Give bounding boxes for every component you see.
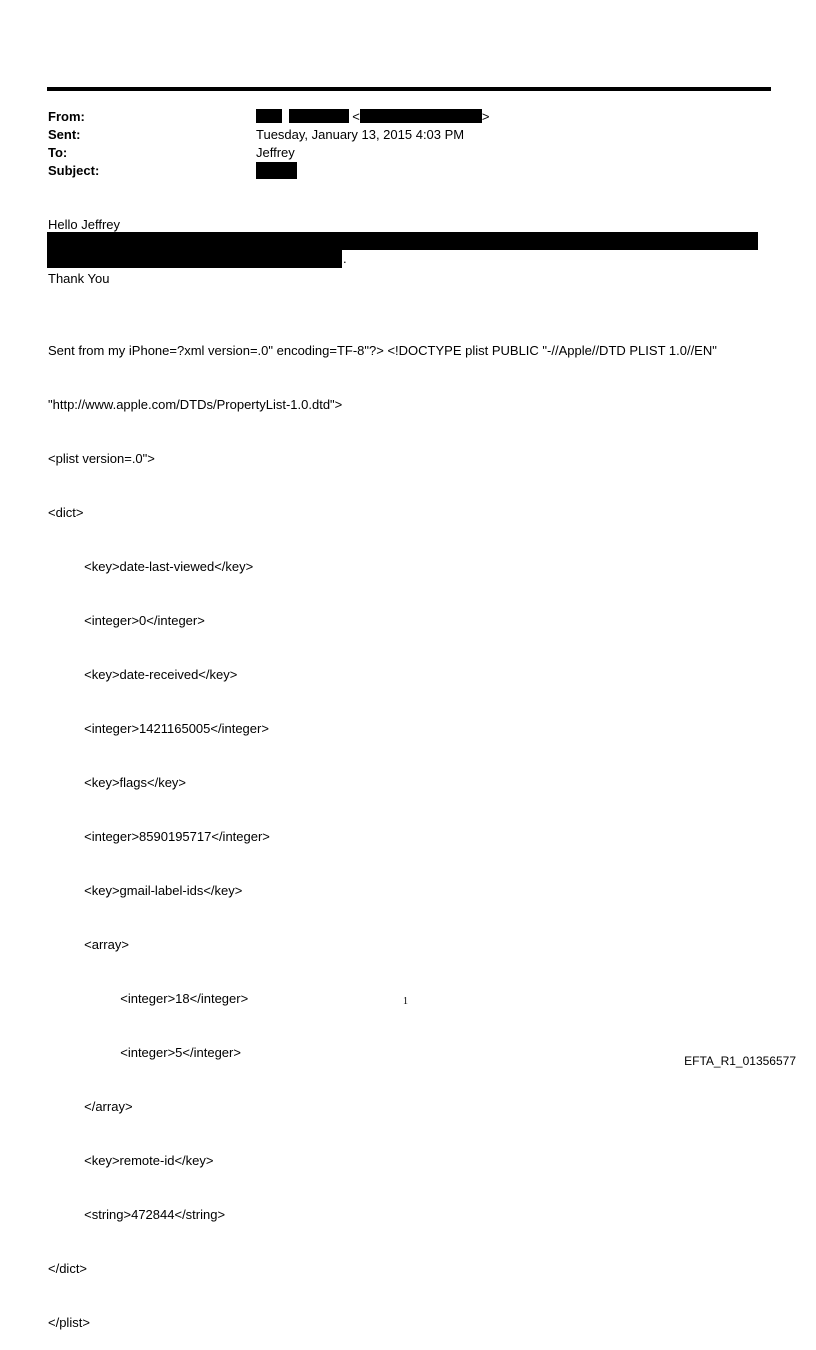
- sent-label: Sent:: [48, 127, 81, 142]
- signature-line: <integer>5</integer>: [48, 1045, 241, 1060]
- signature-line: <integer>0</integer>: [48, 613, 205, 628]
- subject-value: [256, 162, 297, 182]
- signature-line: <dict>: [48, 505, 84, 520]
- signature-line: <plist version=.0">: [48, 451, 155, 466]
- signature-line: "http://www.apple.com/DTDs/PropertyList-1.0.dtd">: [48, 397, 343, 412]
- signature-line: <string>472844</string>: [48, 1207, 226, 1222]
- signature-line: </plist>: [48, 1315, 90, 1330]
- signature-block: [48, 306, 717, 1350]
- from-value: [256, 108, 489, 126]
- redaction-box: [256, 162, 297, 179]
- redaction-bar: [47, 250, 342, 268]
- redaction-box: [289, 109, 349, 123]
- header-rule: [47, 87, 771, 91]
- signature-line: <key>remote-id</key>: [48, 1153, 214, 1168]
- subject-label: Subject:: [48, 163, 100, 178]
- page-number: 1: [403, 996, 408, 1007]
- sent-value: Tuesday, January 13, 2015 4:03 PM: [256, 127, 465, 142]
- bates-number: EFTA_R1_01356577: [684, 1054, 796, 1068]
- redaction-period: .: [343, 251, 347, 266]
- to-label: To:: [48, 145, 68, 160]
- signature-line: </array>: [48, 1099, 133, 1114]
- greeting: Hello Jeffrey: [48, 217, 121, 232]
- signature-line: <key>date-last-viewed</key>: [48, 559, 254, 574]
- signature-line: <key>date-received</key>: [48, 667, 238, 682]
- to-value: Jeffrey: [256, 145, 295, 160]
- redaction-box: [360, 109, 482, 123]
- from-label: From:: [48, 109, 85, 124]
- signature-line: Sent from my iPhone=?xml version=.0" encoding=TF-8"?> <!DOCTYPE plist PUBLIC "-//Apple//DTD PLIST 1.0//EN": [48, 343, 717, 358]
- signature-line: <integer>8590195717</integer>: [48, 829, 270, 844]
- closing: Thank You: [48, 271, 110, 286]
- from-gt: >: [481, 109, 490, 124]
- signature-line: </dict>: [48, 1261, 88, 1276]
- signature-line: <integer>18</integer>: [48, 991, 249, 1006]
- redaction-box: [256, 109, 282, 123]
- signature-line: <key>flags</key>: [48, 775, 187, 790]
- redaction-bar: [47, 232, 758, 250]
- signature-line: <integer>1421165005</integer>: [48, 721, 269, 736]
- signature-line: <key>gmail-label-ids</key>: [48, 883, 243, 898]
- signature-line: <array>: [48, 937, 129, 952]
- from-lt: <: [352, 109, 360, 124]
